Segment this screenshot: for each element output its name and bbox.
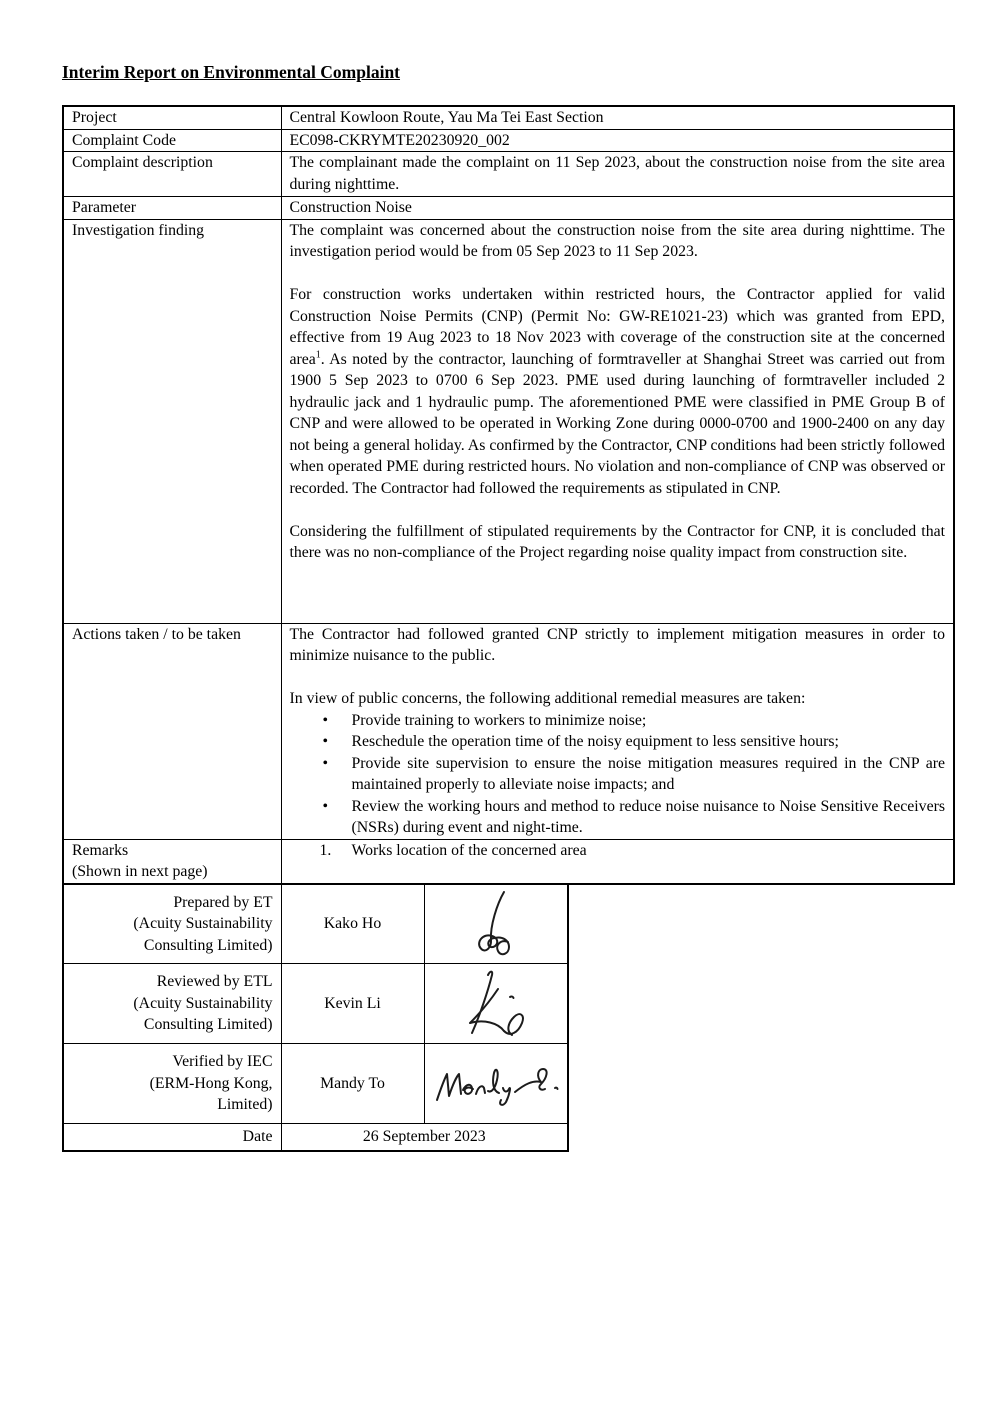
table-row-prepared-by [63,884,568,964]
table-row-remarks [63,839,954,884]
complaint-code-label: Complaint Code [63,129,281,152]
remarks-item [290,840,946,862]
table-row-verified-by [63,1044,568,1124]
remarks-value [281,839,954,884]
role-line: Limited) [217,1096,273,1114]
signature-table [62,883,569,1152]
parameter-label: Parameter [63,197,281,220]
role-line: Consulting Limited) [143,1016,273,1034]
reviewed-by-name: Kevin Li [281,964,424,1044]
role-line: Consulting Limited) [143,936,273,954]
table-row-complaint-code [63,129,954,152]
table-row-project [63,106,954,129]
kevin-li-signature [454,967,538,1041]
role-line: Reviewed by ETL [156,973,273,991]
date-value: 26 September 2023 [281,1124,568,1151]
role-line: (Acuity Sustainability [133,915,273,932]
list-item: • Provide training to workers to minimize noise; [290,710,946,732]
role-line: Prepared by ET [173,893,273,911]
parameter-value: Construction Noise [281,197,954,220]
footnote-marker: 1 [315,349,321,361]
verified-by-signature-cell [424,1044,568,1124]
verified-by-role [63,1044,281,1124]
page-title: Interim Report on Environmental Complaint [62,62,401,82]
complaint-description-value: The complainant made the complaint on 11 Sep 2023, about the construction noise from the site area during nighttime. [281,152,954,197]
prepared-by-signature-cell [424,884,568,964]
investigation-finding-value [281,219,954,623]
remarks-label [63,839,281,884]
reviewed-by-role [63,964,281,1044]
investigation-paragraph-2-continued: . As noted by the contractor, launching of formtraveller at Shanghai Street was carried out from 1900 5 Sep 2023 to 0700 6 Sep 2023. PME used during launching of formtraveller included 2 hydraulic jack and 1 hydraulic pump. The aforementioned PME were classified in PME Group B of CNP and were allowed to be operated in Working Zone during 0000-0700 and 1900-2400 on any day not being a general holiday. As confirmed by the Contractor, CNP conditions had been strictly followed when operated PME during restricted hours. No violation and non-compliance of CNP was observed or recorded. The Contractor had followed the requirements as stipulated in CNP. [289,350,945,497]
table-row-date [63,1124,568,1151]
actions-taken-label: Actions taken / to be taken [63,623,281,839]
remarks-label-line2: (Shown in next page) [72,863,208,880]
investigation-paragraph-1: The complaint was concerned about the construction noise from the site area during nighttime. The investigation period would be from 05 Sep 2023 to 11 Sep 2023. [289,221,945,260]
role-line: Verified by IEC [172,1053,273,1071]
remarks-item-text: Works location of the concerned area [351,841,587,859]
complaint-code-value: EC098-CKRYMTE20230920_002 [281,129,954,152]
actions-paragraph-1: The Contractor had followed granted CNP strictly to implement mitigation measures in order to minimize nuisance to the public. [289,625,945,664]
report-table [62,105,955,885]
investigation-finding-label: Investigation finding [63,219,281,623]
verified-by-name: Mandy To [281,1044,424,1124]
project-label: Project [63,106,281,129]
table-row-reviewed-by [63,964,568,1044]
investigation-paragraph-2 [290,284,946,499]
mandy-to-signature [433,1058,565,1110]
remedial-measures-list [290,710,946,839]
actions-taken-value [281,623,954,839]
investigation-paragraph-3: Considering the fulfillment of stipulated requirements by the Contractor for CNP, it is concluded that there was no non-compliance of the Project regarding noise quality impact from construction site. [289,522,945,561]
kako-ho-signature [464,888,528,960]
table-row-complaint-description [63,152,954,197]
role-line: (Acuity Sustainability [133,994,273,1012]
remarks-item-number: 1. [319,841,332,859]
role-line: (ERM-Hong Kong, [149,1074,273,1092]
complaint-description-label: Complaint description [63,152,281,197]
actions-paragraph-2: In view of public concerns, the following additional remedial measures are taken: [289,690,806,707]
table-row-parameter [63,197,954,220]
reviewed-by-signature-cell [424,964,568,1044]
investigation-paragraph-2-text: For construction works undertaken within restricted hours, the Contractor applied for valid Construction Noise Permits (CNP) (Permit No: GW-RE1021-23) which was granted from EPD, effective from 19 Aug 2023 to 18 Nov 2023 with coverage of the construction site at the concerned area [289,286,945,368]
table-row-actions-taken [63,623,954,839]
remarks-label-line1: Remarks [72,841,129,859]
table-row-investigation-finding [63,219,954,623]
list-item: • Review the working hours and method to reduce noise nuisance to Noise Sensitive Receivers (NSRs) during event and night-time. [290,796,946,839]
list-item: • Reschedule the operation time of the noisy equipment to less sensitive hours; [290,731,946,753]
project-value: Central Kowloon Route, Yau Ma Tei East Section [281,106,954,129]
prepared-by-role [63,884,281,964]
list-item: • Provide site supervision to ensure the noise mitigation measures required in the CNP are maintained properly to alleviate noise impacts; and [290,753,946,796]
prepared-by-name: Kako Ho [281,884,424,964]
date-label: Date [63,1124,281,1151]
